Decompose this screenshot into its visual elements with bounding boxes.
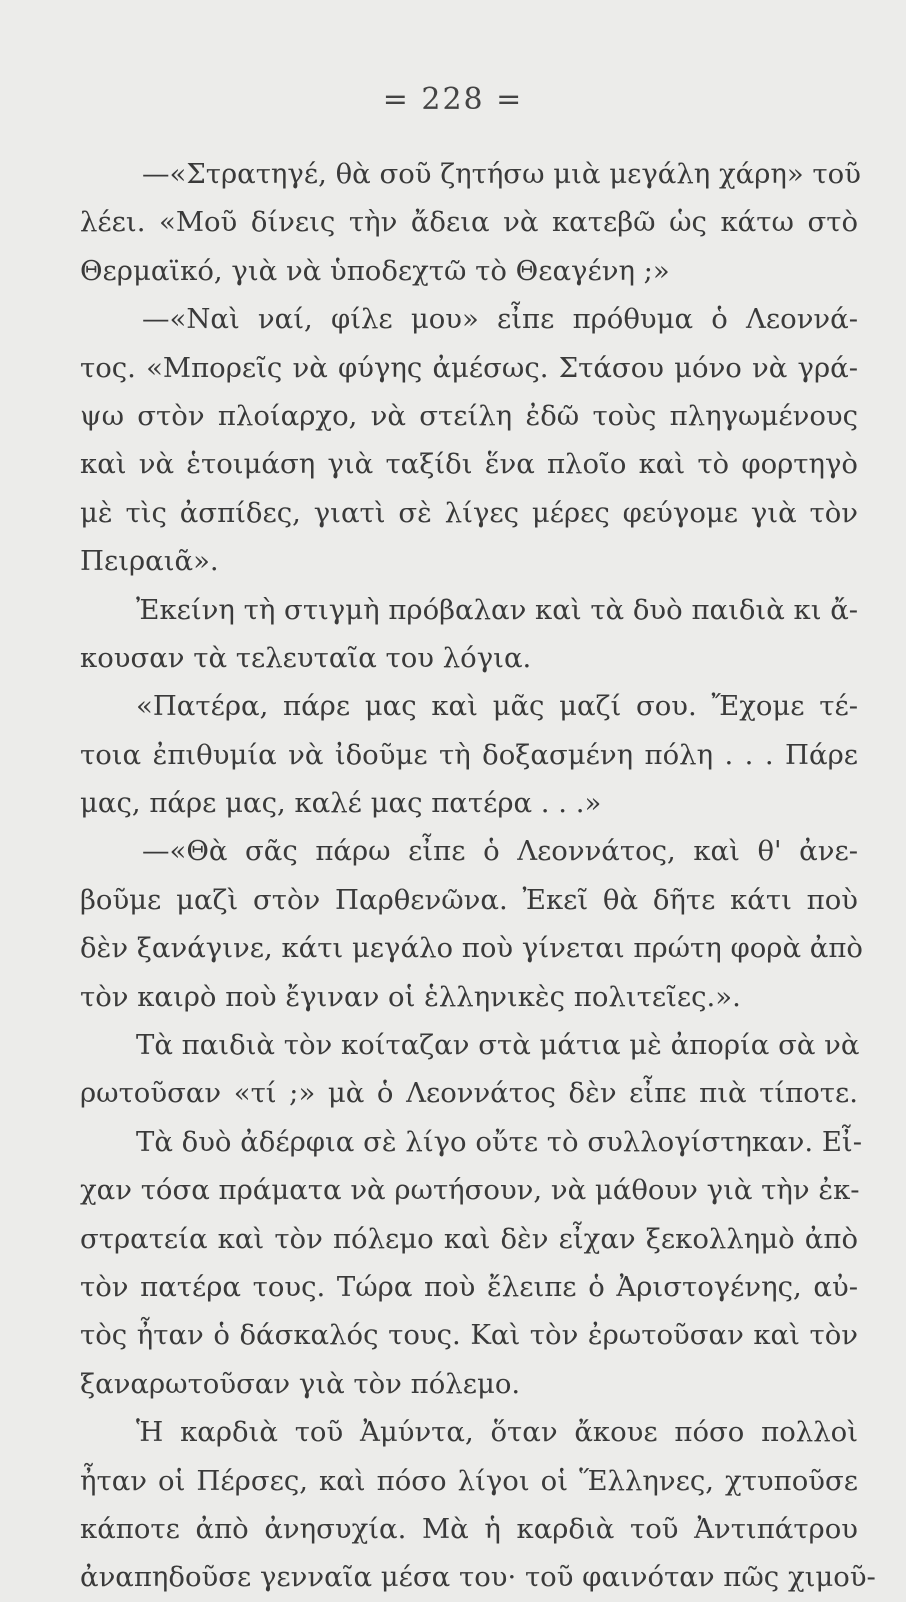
text-line: ψω στὸν πλοίαρχο, νὰ στείλη ἐδῶ τοὺς πληγωμένους [80,399,858,432]
text-line: Ἐκείνη τὴ στιγμὴ πρόβαλαν καὶ τὰ δυὸ παιδιὰ κι ἄ- [136,593,859,626]
text-line: τὸν καιρὸ ποὺ ἔγιναν οἱ ἑλληνικὲς πολιτεῖες.». [80,980,741,1013]
text-line: Ἡ καρδιὰ τοῦ Ἀμύντα, ὅταν ἄκουε πόσο πολλοὶ [136,1416,858,1449]
text-line: δὲν ξανάγινε, κάτι μεγάλο ποὺ γίνεται πρώτη φορὰ ἀπὸ [80,932,863,965]
text-line: ξαναρωτοῦσαν γιὰ τὸν πόλεμο. [80,1367,521,1400]
text-line: —«Θὰ σᾶς πάρω εἶπε ὁ Λεοννάτος, καὶ θ' ἀνε- [142,835,858,868]
page-number: = 228 = [382,82,524,117]
text-line: Τὰ παιδιὰ τὸν κοίταζαν στὰ μάτια μὲ ἀπορία σὰ νὰ [136,1029,860,1062]
text-line: μας, πάρε μας, καλέ μας πατέρα . . .» [80,787,602,820]
text-line: ἦταν οἱ Πέρσες, καὶ πόσο λίγοι οἱ Ἕλληνες, χτυποῦσε [80,1464,858,1497]
text-line: μὲ τὶς ἀσπίδες, γιατὶ σὲ λίγες μέρες φεύγομε γιὰ τὸν [80,496,858,529]
text-line: κάποτε ἀπὸ ἀνησυχία. Μὰ ἡ καρδιὰ τοῦ Ἀντιπάτρου [80,1512,858,1545]
text-line: τὸς ἦταν ὁ δάσκαλός τους. Καὶ τὸν ἐρωτοῦσαν καὶ τὸν [80,1319,858,1352]
text-line: στρατεία καὶ τὸν πόλεμο καὶ δὲν εἶχαν ξεκολλημὸ ἀπὸ [80,1222,858,1255]
text-line: Τὰ δυὸ ἀδέρφια σὲ λίγο οὔτε τὸ συλλογίστηκαν. Εἶ- [136,1125,863,1158]
text-line: κουσαν τὰ τελευταῖα του λόγια. [80,641,532,674]
text-line: τος. «Μπορεῖς νὰ φύγης ἀμέσως. Στάσου μόνο νὰ γρά- [80,351,858,384]
body-text [80,150,876,1602]
text-line: ρωτοῦσαν «τί ;» μὰ ὁ Λεοννάτος δὲν εἶπε πιὰ τίποτε. [80,1077,858,1110]
text-line: —«Στρατηγέ, θὰ σοῦ ζητήσω μιὰ μεγάλη χάρη» τοῦ [142,158,861,190]
text-line: τὸν πατέρα τους. Τώρα ποὺ ἔλειπε ὁ Ἀριστογένης, αὐ- [80,1270,858,1303]
text-line: —«Ναὶ ναί, φίλε μου» εἶπε πρόθυμα ὁ Λεοννά- [142,303,858,336]
text-line: Πειραιᾶ». [80,545,219,578]
text-line: ἀναπηδοῦσε γενναῖα μέσα του· τοῦ φαινόταν πῶς χιμοῦ- [80,1561,876,1594]
text-line: «Πατέρα, πάρε μας καὶ μᾶς μαζί σου. Ἔχομε τέ- [136,690,858,723]
text-line: χαν τόσα πράματα νὰ ρωτήσουν, νὰ μάθουν γιὰ τὴν ἐκ- [80,1174,860,1207]
text-line: βοῦμε μαζὶ στὸν Παρθενῶνα. Ἐκεῖ θὰ δῆτε κάτι ποὺ [80,883,858,916]
text-line: λέει. «Μοῦ δίνεις τὴν ἄδεια νὰ κατεβῶ ὡς κάτω στὸ [80,206,858,239]
text-line: καὶ νὰ ἑτοιμάση γιὰ ταξίδι ἕνα πλοῖο καὶ τὸ φορτηγὸ [80,448,858,481]
text-line: τοια ἐπιθυμία νὰ ἰδοῦμε τὴ δοξασμένη πόλη . . . Πάρε [80,738,858,771]
text-line: Θερμαϊκό, γιὰ νὰ ὑποδεχτῶ τὸ Θεαγένη ;» [80,254,670,287]
